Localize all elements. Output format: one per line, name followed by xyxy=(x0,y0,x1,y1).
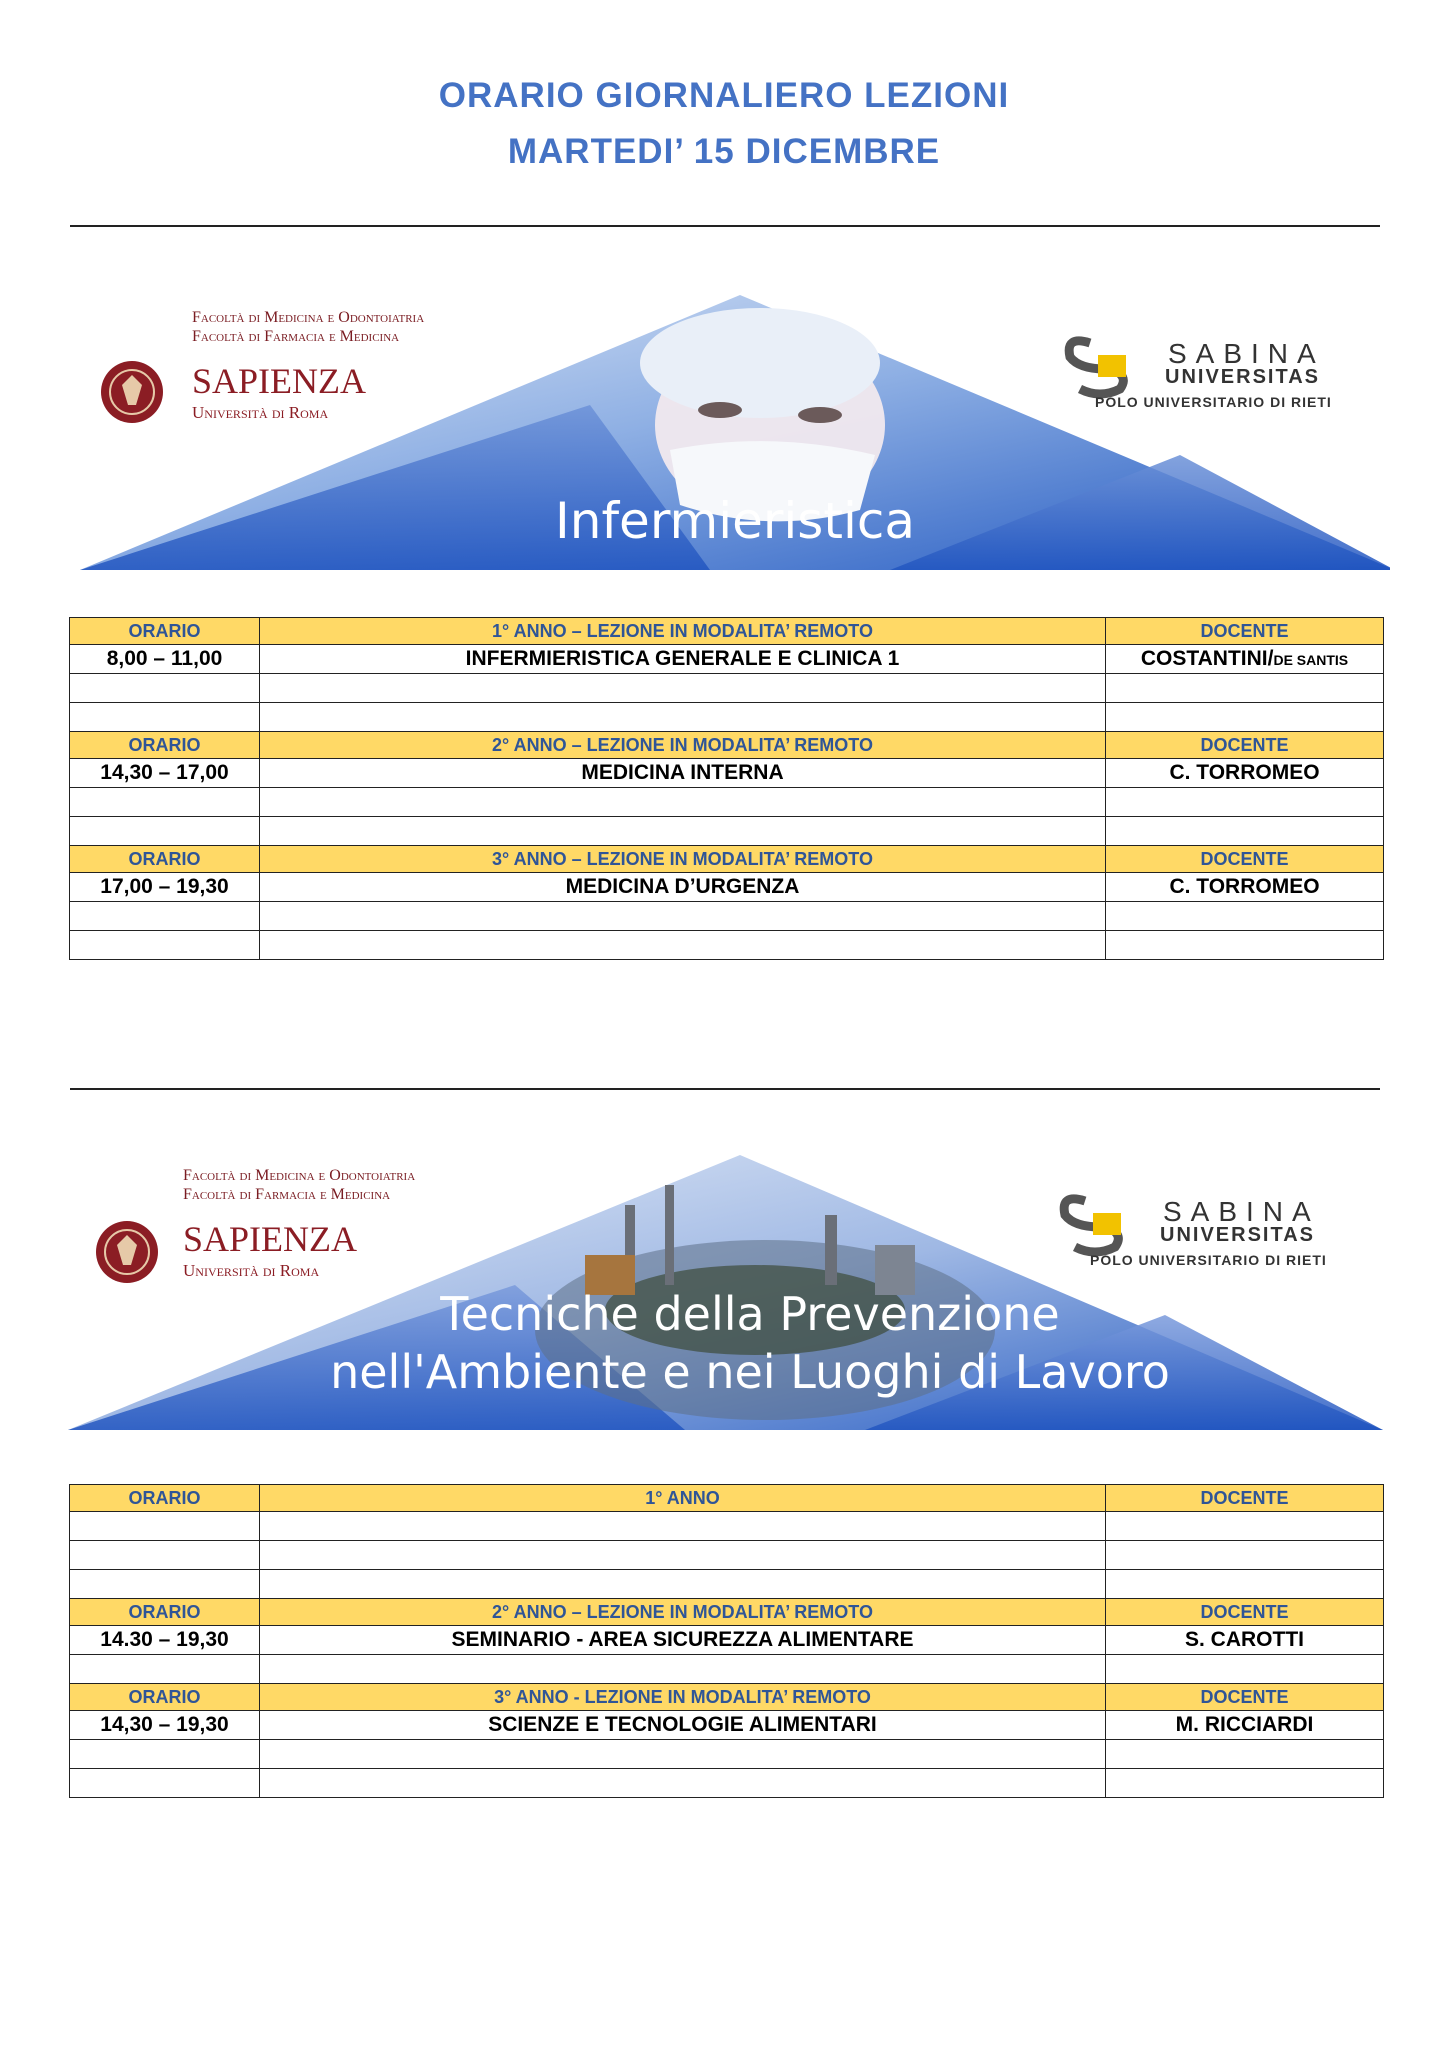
divider xyxy=(70,1088,1380,1090)
cell-time: 14.30 – 19,30 xyxy=(70,1626,260,1655)
table-row xyxy=(70,759,1384,788)
cell-time: 17,00 – 19,30 xyxy=(70,873,260,902)
sabina-name: SABINA xyxy=(1163,1196,1320,1227)
schedule-table-infermieristica xyxy=(69,617,1384,960)
cell-subject: SCIENZE E TECNOLOGIE ALIMENTARI xyxy=(260,1711,1106,1740)
sabina-name-2: UNIVERSITAS xyxy=(1160,1224,1315,1246)
table-row-empty xyxy=(70,1769,1384,1798)
cell-teacher xyxy=(1106,645,1384,674)
schedule-table-prevenzione xyxy=(69,1484,1384,1798)
cell-subject: INFERMIERISTICA GENERALE E CLINICA 1 xyxy=(260,645,1106,674)
col-header-teacher: DOCENTE xyxy=(1106,618,1384,645)
faculty-line-2: Facoltà di Farmacia e Medicina xyxy=(192,328,400,345)
table-row-empty xyxy=(70,703,1384,732)
cell-teacher xyxy=(1106,1512,1384,1541)
sapienza-name: SAPIENZA xyxy=(192,361,367,401)
table-row-empty xyxy=(70,817,1384,846)
col-header-subject: 3° ANNO - LEZIONE IN MODALITA’ REMOTO xyxy=(260,1684,1106,1711)
page-date: MARTEDI’ 15 DICEMBRE xyxy=(507,132,941,171)
faculty-line-1: Facoltà di Medicina e Odontoiatria xyxy=(192,309,425,326)
cell-time: 14,30 – 17,00 xyxy=(70,759,260,788)
teacher-name-small: DE SANTIS xyxy=(1273,652,1349,668)
col-header-time: ORARIO xyxy=(70,732,260,759)
table-row xyxy=(70,645,1384,674)
col-header-time: ORARIO xyxy=(70,1684,260,1711)
table-header-row xyxy=(70,846,1384,873)
cell-teacher: C. TORROMEO xyxy=(1106,759,1384,788)
course-title: Infermieristica xyxy=(555,492,915,550)
cell-teacher: S. CAROTTI xyxy=(1106,1626,1384,1655)
table-row xyxy=(70,873,1384,902)
col-header-subject: 2° ANNO – LEZIONE IN MODALITA’ REMOTO xyxy=(260,1599,1106,1626)
col-header-time: ORARIO xyxy=(70,1485,260,1512)
sapienza-sub: Università di Roma xyxy=(183,1261,320,1280)
col-header-time: ORARIO xyxy=(70,846,260,873)
col-header-teacher: DOCENTE xyxy=(1106,732,1384,759)
table-row-empty xyxy=(70,931,1384,960)
faculty-line-1: Facoltà di Medicina e Odontoiatria xyxy=(183,1167,416,1184)
table-row-empty xyxy=(70,674,1384,703)
cell-time: 8,00 – 11,00 xyxy=(70,645,260,674)
cell-teacher: M. RICCIARDI xyxy=(1106,1711,1384,1740)
cell-subject xyxy=(260,1512,1106,1541)
sabina-sub: POLO UNIVERSITARIO DI RIETI xyxy=(1095,394,1332,410)
table-header-row xyxy=(70,1684,1384,1711)
table-row xyxy=(70,1711,1384,1740)
col-header-time: ORARIO xyxy=(70,618,260,645)
col-header-subject: 3° ANNO – LEZIONE IN MODALITA’ REMOTO xyxy=(260,846,1106,873)
cell-time xyxy=(70,1512,260,1541)
col-header-subject: 1° ANNO – LEZIONE IN MODALITA’ REMOTO xyxy=(260,618,1106,645)
col-header-time: ORARIO xyxy=(70,1599,260,1626)
col-header-teacher: DOCENTE xyxy=(1106,846,1384,873)
sabina-sub: POLO UNIVERSITARIO DI RIETI xyxy=(1090,1252,1327,1268)
sabina-name-2: UNIVERSITAS xyxy=(1165,366,1320,388)
col-header-teacher: DOCENTE xyxy=(1106,1599,1384,1626)
banner-tecniche-prevenzione xyxy=(65,1145,1385,1435)
cell-teacher: C. TORROMEO xyxy=(1106,873,1384,902)
teacher-name: COSTANTINI/ xyxy=(1140,647,1274,670)
course-title-line-2: nell'Ambiente e nei Luoghi di Lavoro xyxy=(330,1345,1170,1399)
table-row-empty xyxy=(70,788,1384,817)
table-header-row xyxy=(70,618,1384,645)
cell-subject: SEMINARIO - AREA SICUREZZA ALIMENTARE xyxy=(260,1626,1106,1655)
cell-subject: MEDICINA D’URGENZA xyxy=(260,873,1106,902)
course-title-line-1: Tecniche della Prevenzione xyxy=(440,1287,1060,1341)
page-title: ORARIO GIORNALIERO LEZIONI xyxy=(438,76,1010,115)
cell-subject: MEDICINA INTERNA xyxy=(260,759,1106,788)
table-row-empty xyxy=(70,1541,1384,1570)
divider xyxy=(70,225,1380,227)
table-row-empty xyxy=(70,1570,1384,1599)
sabina-name: SABINA xyxy=(1168,338,1325,369)
table-row-empty xyxy=(70,1740,1384,1769)
sapienza-name: SAPIENZA xyxy=(183,1219,358,1259)
banner-infermieristica xyxy=(70,285,1390,575)
faculty-line-2: Facoltà di Farmacia e Medicina xyxy=(183,1186,391,1203)
table-row-empty xyxy=(70,1655,1384,1684)
table-header-row xyxy=(70,1485,1384,1512)
table-row xyxy=(70,1512,1384,1541)
table-row-empty xyxy=(70,902,1384,931)
sapienza-sub: Università di Roma xyxy=(192,403,329,422)
table-header-row xyxy=(70,1599,1384,1626)
col-header-teacher: DOCENTE xyxy=(1106,1485,1384,1512)
table-row xyxy=(70,1626,1384,1655)
cell-time: 14,30 – 19,30 xyxy=(70,1711,260,1740)
col-header-teacher: DOCENTE xyxy=(1106,1684,1384,1711)
col-header-subject: 2° ANNO – LEZIONE IN MODALITA’ REMOTO xyxy=(260,732,1106,759)
table-header-row xyxy=(70,732,1384,759)
col-header-subject: 1° ANNO xyxy=(260,1485,1106,1512)
